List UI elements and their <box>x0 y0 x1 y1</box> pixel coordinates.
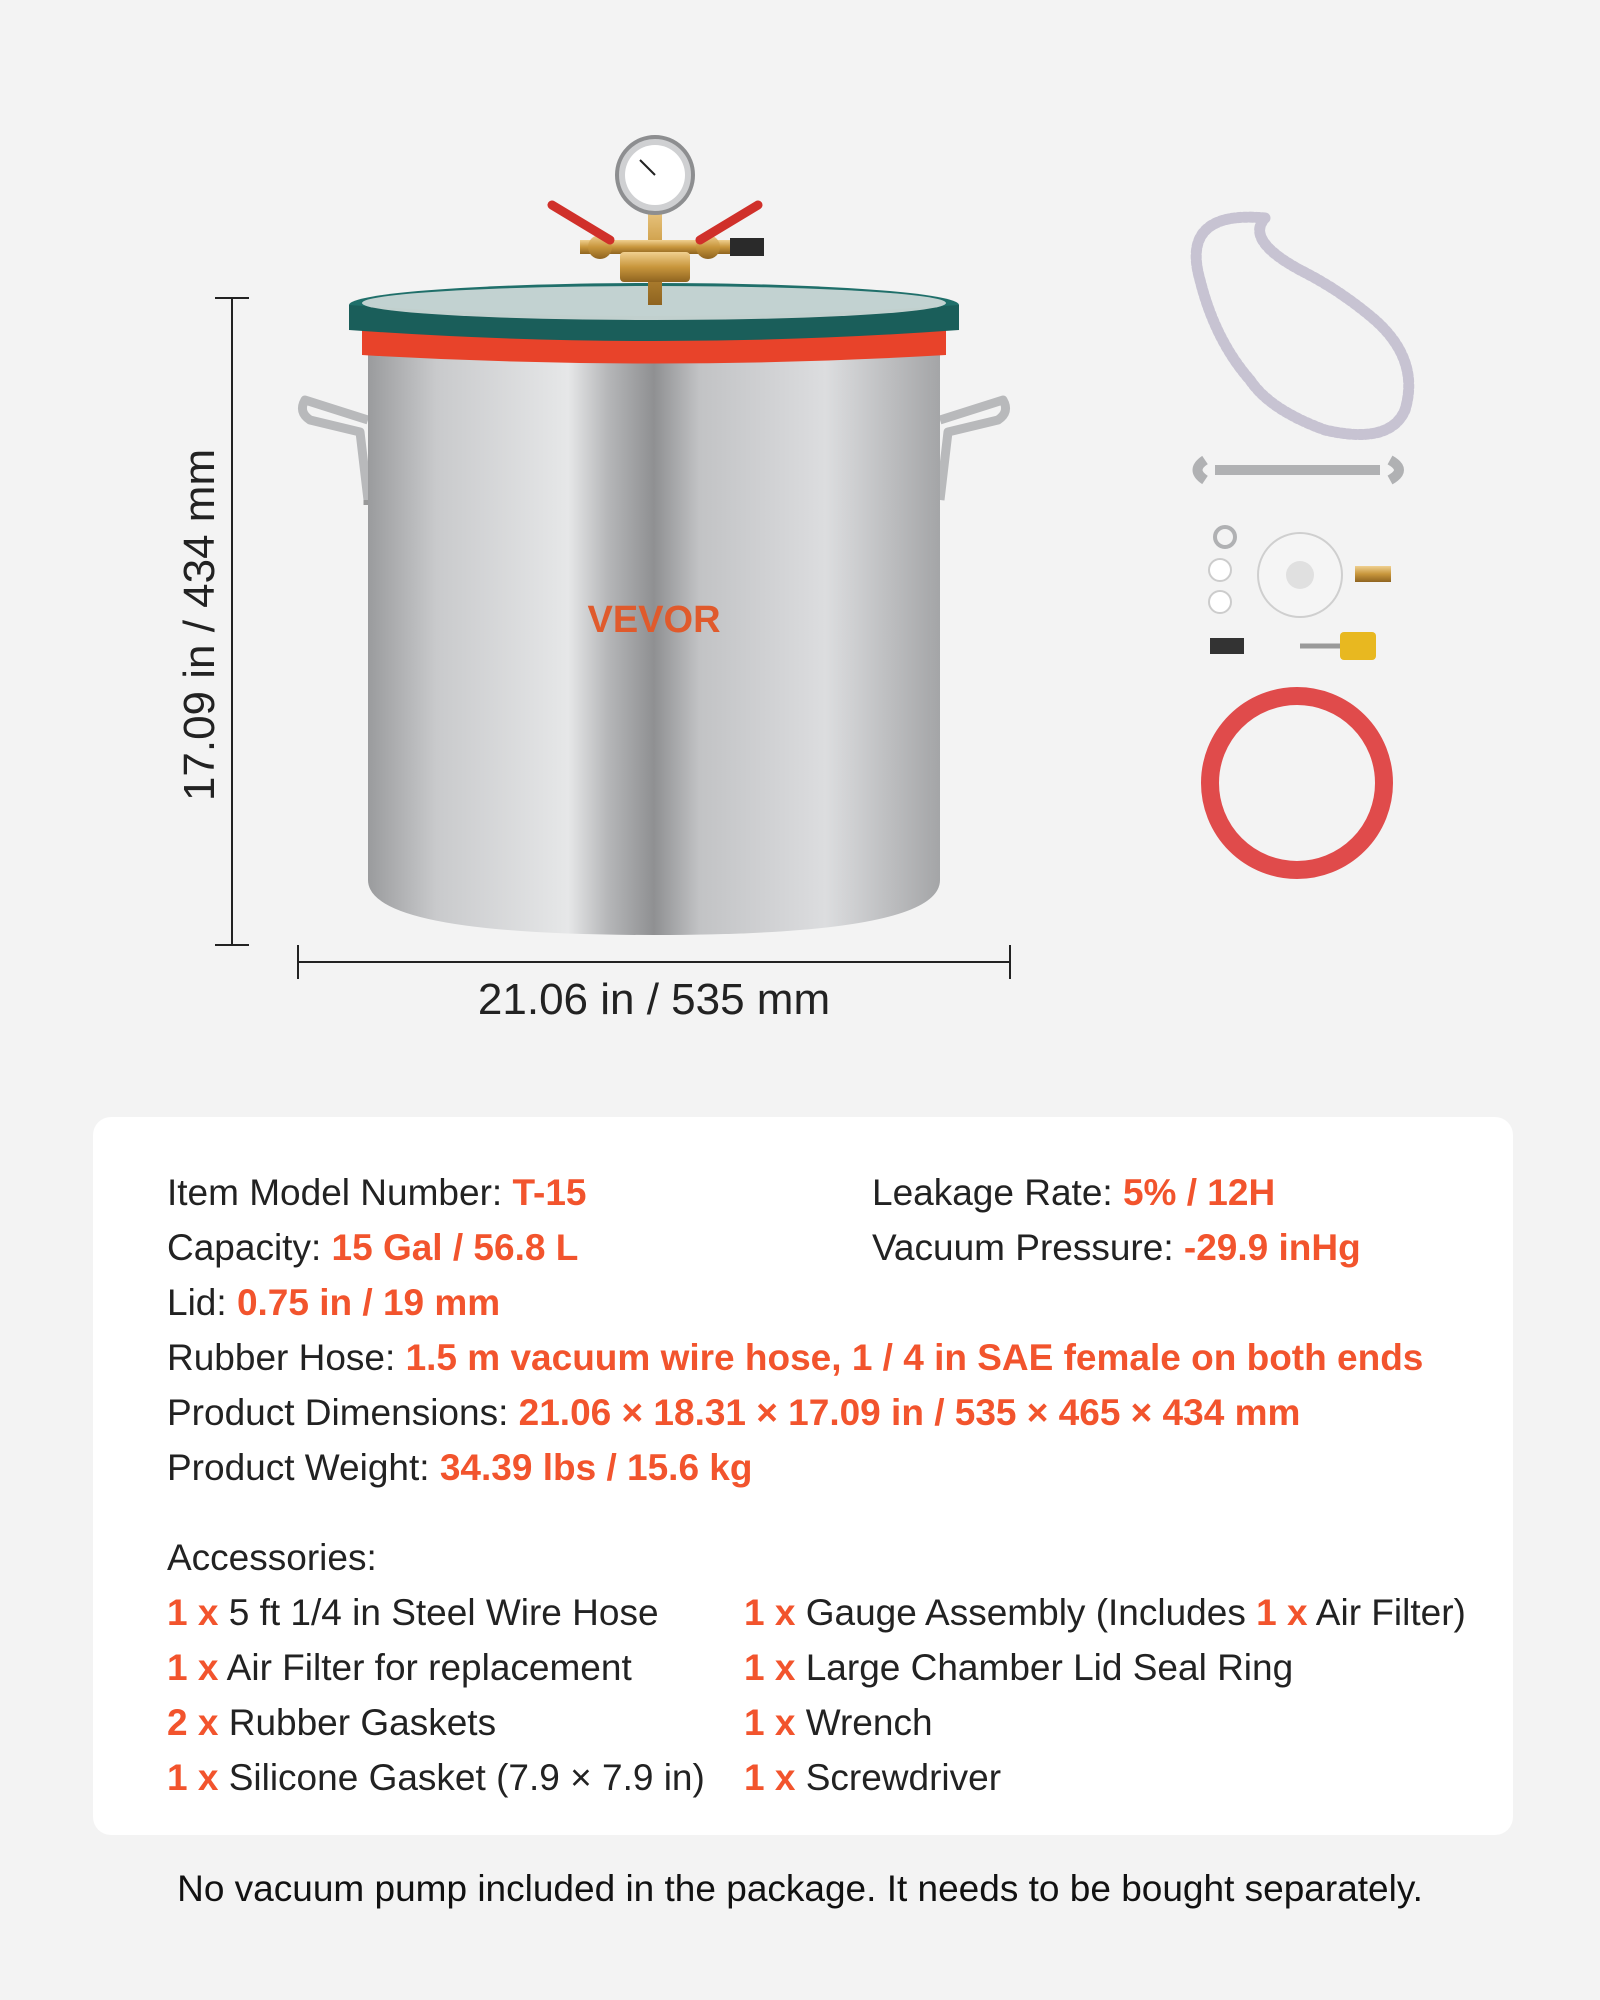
accessory-item: 1 x Gauge Assembly (Includes 1 x Air Filter) <box>744 1592 1466 1633</box>
seal-ring-icon <box>1210 696 1384 870</box>
accessory-item: 1 x 5 ft 1/4 in Steel Wire Hose <box>167 1592 659 1633</box>
gauge-assembly <box>552 137 764 305</box>
spec-weight: Product Weight: 34.39 lbs / 15.6 kg <box>167 1447 753 1488</box>
accessory-item: 1 x Air Filter for replacement <box>167 1647 632 1688</box>
height-dimension-label: 17.09 in / 434 mm <box>175 448 224 802</box>
accessory-item: 1 x Large Chamber Lid Seal Ring <box>744 1647 1294 1688</box>
spec-hose: Rubber Hose: 1.5 m vacuum wire hose, 1 / 4 in SAE female on both ends <box>167 1337 1424 1378</box>
accessory-item: 1 x Wrench <box>744 1702 933 1743</box>
spec-model: Item Model Number: T-15 <box>167 1172 587 1213</box>
accessory-item: 1 x Silicone Gasket (7.9 × 7.9 in) <box>167 1757 705 1798</box>
brand-logo: VEVOR <box>587 599 721 641</box>
small-parts-icon <box>1209 527 1391 660</box>
width-dimension-line <box>298 945 1010 979</box>
vacuum-chamber <box>302 283 1005 935</box>
width-dimension-label: 21.06 in / 535 mm <box>477 975 831 1024</box>
spec-leakage: Leakage Rate: 5% / 12H <box>872 1172 1276 1213</box>
accessory-item: 2 x Rubber Gaskets <box>167 1702 497 1743</box>
spec-lid: Lid: 0.75 in / 19 mm <box>167 1282 501 1323</box>
accessories-heading: Accessories: <box>167 1537 377 1578</box>
spec-dimensions: Product Dimensions: 21.06 × 18.31 × 17.09 in / 535 × 465 × 434 mm <box>167 1392 1301 1433</box>
spec-vacuum: Vacuum Pressure: -29.9 inHg <box>872 1227 1361 1268</box>
accessories-illustration <box>1196 217 1409 870</box>
hose-icon <box>1196 217 1409 434</box>
spec-card <box>93 1117 1513 1835</box>
footer-note: No vacuum pump included in the package. It needs to be bought separately. <box>177 1868 1423 1909</box>
accessory-item: 1 x Screwdriver <box>744 1757 1002 1798</box>
wrench-icon <box>1198 460 1400 480</box>
spec-capacity: Capacity: 15 Gal / 56.8 L <box>167 1227 579 1268</box>
